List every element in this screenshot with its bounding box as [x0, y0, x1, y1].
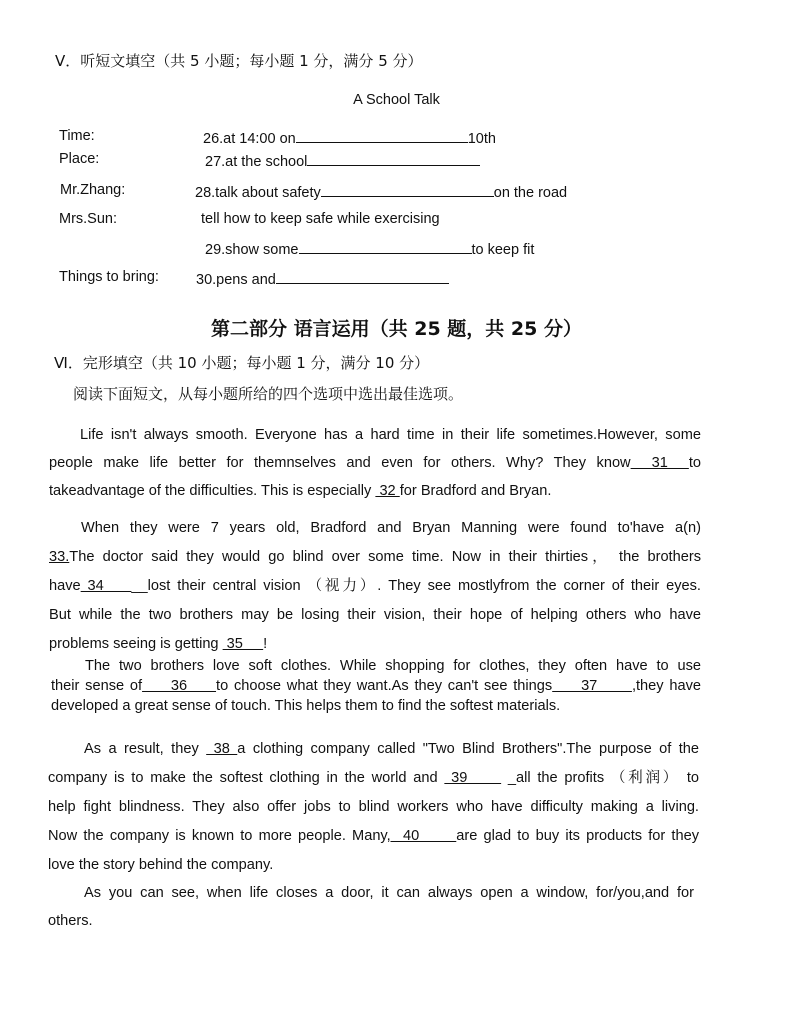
section-6-title: Ⅵ．完形填空（共 10 小题；每小题 1 分，满分 10 分）: [54, 354, 430, 372]
p4-line-3: help fight blindness. They also offer jobs to blind workers who have difficulty making a living.: [48, 799, 699, 815]
blank-36[interactable]: 36: [142, 678, 217, 694]
p1-line-1: Life isn't always smooth. Everyone has a hard time in their life sometimes.However, some: [80, 427, 701, 443]
p1-line-2: people make life better for themnselves and even for others. Why? They know 31 to: [49, 455, 702, 471]
form-item-27-text: 27.at the school: [205, 154, 308, 170]
p3-line-3: developed a great sense of touch. This helps them to find the softest materials.: [51, 698, 561, 714]
p3-line-1: The two brothers love soft clothes. While shopping for clothes, they often have to use: [85, 658, 701, 674]
p2-line-3: have 34 __lost their central vision （视力）. They see mostlyfrom the corner of their eyes.: [49, 578, 701, 594]
blank-28[interactable]: [321, 182, 494, 197]
paragraph-5: [48, 879, 694, 935]
form-label-things: Things to bring:: [59, 269, 159, 285]
section-6-instruction: 阅读下面短文，从每小题所给的四个选项中选出最佳选项。: [73, 385, 464, 403]
p4-line-2: company is to make the softest clothing in the world and 39 _all the profits （利润） to: [48, 770, 699, 786]
form-item-27: [205, 151, 480, 170]
blank-31[interactable]: 31: [630, 455, 689, 471]
p5-line-2: others.: [48, 913, 93, 929]
blank-30[interactable]: [276, 269, 449, 284]
form-label-place: Place:: [59, 151, 100, 167]
form-item-29-text: 29.show some: [205, 242, 299, 258]
paragraph-4: [48, 735, 699, 880]
blank-38[interactable]: 38: [206, 741, 238, 757]
form-item-28: [195, 182, 567, 201]
form-item-28-text: 28.talk about safety: [195, 185, 321, 201]
blank-33[interactable]: 33.: [49, 549, 70, 565]
form-item-30-text: 30.pens and: [196, 272, 276, 288]
p2-line-1: When they were 7 years old, Bradford and Bryan Manning were found to'have a(n): [81, 520, 701, 536]
section-5-title: Ⅴ．听短文填空（共 5 小题；每小题 1 分，满分 5 分）: [55, 52, 423, 70]
p4-line-1: As a result, they 38 a clothing company called "Two Blind Brothers".The purpose of the: [84, 741, 700, 757]
paragraph-2: [49, 514, 701, 659]
p4-line-4: Now the company is known to more people. Many, 40 are glad to buy its products for they: [48, 828, 700, 844]
talk-title: A School Talk: [353, 92, 440, 108]
blank-37[interactable]: 37: [552, 678, 632, 694]
blank-40[interactable]: , 40: [386, 828, 457, 844]
form-item-29: [205, 239, 534, 258]
blank-35[interactable]: 35: [222, 636, 264, 652]
part-2-title: 第二部分 语言运用（共 25 题，共 25 分）: [211, 318, 582, 340]
form-item-28-suffix: on the road: [493, 185, 568, 201]
p5-line-1: As you can see, when life closes a door, it can always open a window, for/you,and for: [84, 885, 694, 901]
blank-32[interactable]: 32: [375, 483, 400, 499]
form-label-mr-zhang: Mr.Zhang:: [60, 182, 126, 198]
p4-line-5: love the story behind the company.: [48, 857, 274, 873]
p2-line-2: 33.The doctor said they would go blind over some time. Now in their thirties， the brothers: [49, 549, 701, 565]
blank-29[interactable]: [299, 239, 472, 254]
blank-39[interactable]: 39: [444, 770, 502, 786]
form-item-26: [203, 128, 496, 147]
p2-line-5: problems seeing is getting 35 !: [49, 636, 268, 652]
form-item-sun-task: tell how to keep safe while exercising: [201, 211, 440, 227]
form-item-26-suffix: 10th: [467, 131, 496, 147]
p1-line-3: takeadvantage of the difficulties. This is especially 32 for Bradford and Bryan.: [49, 483, 552, 499]
p2-line-4: But while the two brothers may be losing their vision, their hope of helping others who have: [49, 607, 701, 623]
form-item-29-suffix: to keep fit: [471, 242, 535, 258]
p3-line-2: their sense of 36 to choose what they want.As they can't see things 37 ,they have: [51, 678, 701, 694]
paragraph-1: [49, 421, 701, 505]
form-item-26-text: 26.at 14:00 on: [203, 131, 296, 147]
form-label-mrs-sun: Mrs.Sun:: [59, 211, 118, 227]
blank-26[interactable]: [296, 128, 468, 143]
form-item-30: [196, 269, 449, 288]
blank-27[interactable]: [307, 151, 480, 166]
paragraph-3: [51, 656, 701, 716]
blank-34[interactable]: 34: [80, 578, 132, 594]
form-label-time: Time:: [59, 128, 95, 144]
